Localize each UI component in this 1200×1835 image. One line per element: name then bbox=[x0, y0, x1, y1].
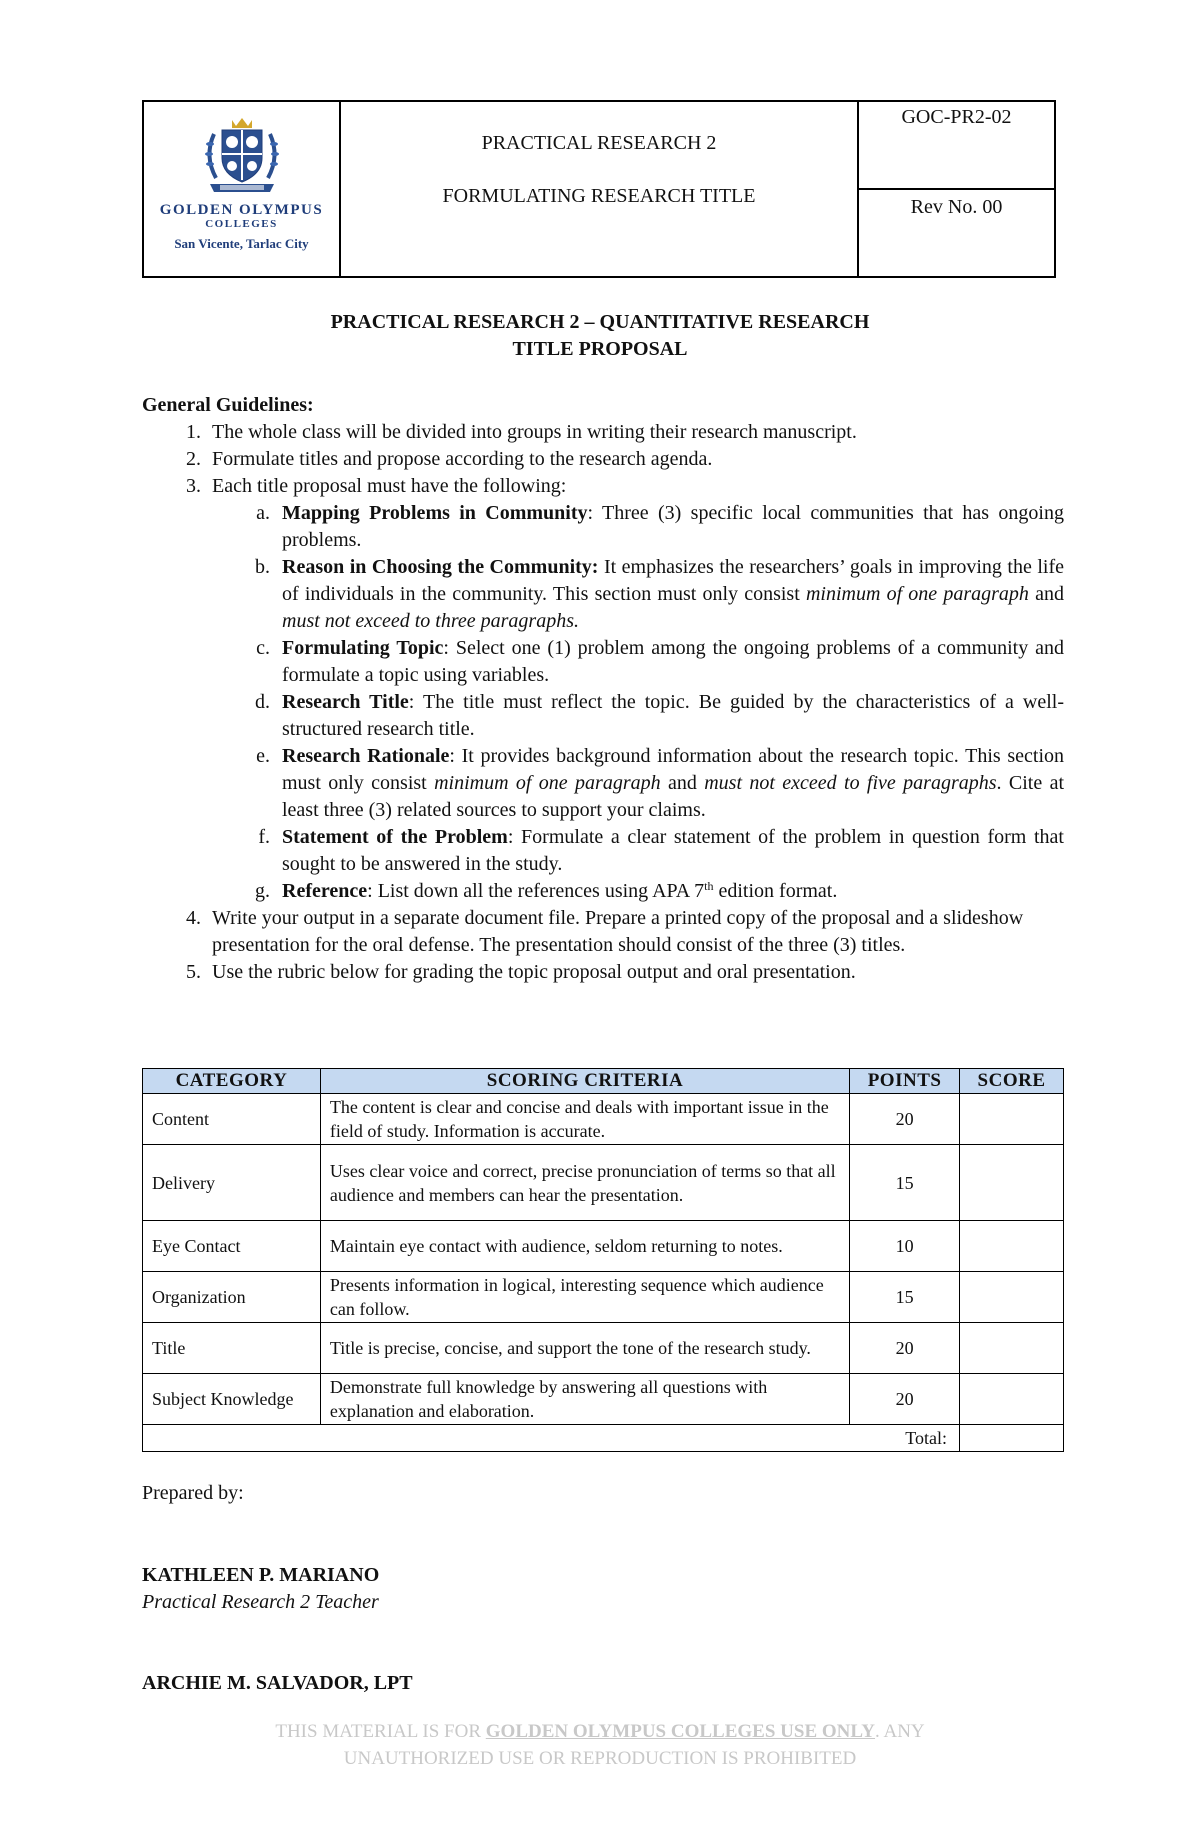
criteria-cell: Title is precise, concise, and support the tone of the research study. bbox=[320, 1323, 849, 1374]
list-number: 2. bbox=[186, 448, 201, 470]
category-cell: Eye Contact bbox=[143, 1221, 321, 1272]
reviewer-name: ARCHIE M. SALVADOR, LPT bbox=[142, 1672, 413, 1694]
sub-list-body: : Three (3) specific local communities that has ongoing problems. bbox=[282, 502, 1064, 551]
document-title-line1: PRACTICAL RESEARCH 2 – QUANTITATIVE RESEARCH bbox=[330, 311, 870, 333]
sub-list-label: Research Rationale bbox=[282, 745, 450, 767]
list-item bbox=[142, 473, 1064, 500]
sub-list-body: : The title must reflect the topic. Be guided by the characteristics of a well-structured research title. bbox=[282, 691, 1064, 740]
rubric-header-row bbox=[143, 1069, 1064, 1094]
sub-list-body: and bbox=[1028, 583, 1064, 605]
sub-list-body: : Formulate a clear statement of the problem in question form that sought to be answered in the study. bbox=[282, 826, 1064, 875]
table-row bbox=[143, 1094, 1064, 1145]
sub-list-letter: e. bbox=[256, 745, 270, 767]
document-title-line2: TITLE PROPOSAL bbox=[512, 338, 688, 360]
list-number: 5. bbox=[186, 961, 201, 983]
sub-list-item bbox=[142, 689, 1064, 743]
sub-list-item bbox=[142, 824, 1064, 878]
sub-list-label: Statement of the Problem bbox=[282, 826, 508, 848]
list-item bbox=[142, 905, 1064, 959]
sub-list-body: and bbox=[660, 772, 705, 794]
sub-list-label: Mapping Problems in Community bbox=[282, 502, 588, 524]
list-text: Write your output in a separate document file. Prepare a printed copy of the proposal and a slideshow presentation for the oral defense. The presentation should consist of the three (3) titles. bbox=[212, 907, 1024, 956]
sub-list-item bbox=[142, 743, 1064, 824]
footer-notice bbox=[0, 1718, 1200, 1772]
footer-text: THIS MATERIAL IS FOR bbox=[275, 1721, 486, 1742]
list-text: Use the rubric below for grading the topic proposal output and oral presentation. bbox=[212, 961, 856, 983]
header-info-cell bbox=[859, 102, 1054, 276]
sub-list-body: : Select one (1) problem among the ongoing problems of a community and formulate a topic using variables. bbox=[282, 637, 1064, 686]
points-cell: 10 bbox=[850, 1221, 960, 1272]
points-cell: 15 bbox=[850, 1272, 960, 1323]
sub-list-body: : List down all the references using APA 7 bbox=[367, 880, 705, 902]
criteria-cell: Presents information in logical, interesting sequence which audience can follow. bbox=[320, 1272, 849, 1323]
document-code: GOC-PR2-02 bbox=[859, 102, 1054, 190]
sub-list-item bbox=[142, 878, 1064, 905]
header-title-line1: PRACTICAL RESEARCH 2 bbox=[481, 132, 717, 154]
preparer-role: Practical Research 2 Teacher bbox=[142, 1591, 379, 1613]
column-header: SCORE bbox=[960, 1069, 1064, 1094]
revision-number: Rev No. 00 bbox=[910, 196, 1003, 218]
sub-list-text bbox=[282, 878, 1064, 905]
list-number: 4. bbox=[186, 907, 201, 929]
criteria-cell: Uses clear voice and correct, precise pronunciation of terms so that all audience and members can hear the presentation. bbox=[320, 1145, 849, 1221]
criteria-cell: Maintain eye contact with audience, seldom returning to notes. bbox=[320, 1221, 849, 1272]
logo-place: San Vicente, Tarlac City bbox=[174, 236, 309, 251]
footer-line2: UNAUTHORIZED USE OR REPRODUCTION IS PROHIBITED bbox=[343, 1748, 857, 1769]
total-score-cell[interactable] bbox=[960, 1425, 1064, 1452]
column-header: POINTS bbox=[850, 1069, 960, 1094]
category-cell: Delivery bbox=[143, 1145, 321, 1221]
sub-list-letter: d. bbox=[255, 691, 270, 713]
list-item bbox=[142, 446, 1064, 473]
sub-list-letter: c. bbox=[256, 637, 270, 659]
sub-list-body: . Cite at least three (3) related sources to support your claims. bbox=[282, 772, 1064, 821]
sub-list-label: Reference bbox=[282, 880, 368, 902]
sub-list-label: Reason in Choosing the Community: bbox=[282, 556, 599, 578]
list-item bbox=[142, 419, 1064, 446]
sub-list-body: : It provides background information about the research topic. This section must only consist bbox=[282, 745, 1064, 794]
crest-icon bbox=[200, 114, 284, 198]
sub-list-text bbox=[282, 554, 1064, 635]
sub-list-label: Research Title bbox=[282, 691, 409, 713]
sub-list-text bbox=[282, 635, 1064, 689]
sub-list-letter: f. bbox=[258, 826, 270, 848]
logo-name: GOLDEN OLYMPUS bbox=[159, 202, 324, 218]
sub-list-body: edition format. bbox=[713, 880, 838, 902]
category-cell: Subject Knowledge bbox=[143, 1374, 321, 1425]
score-cell[interactable] bbox=[960, 1323, 1064, 1374]
score-cell[interactable] bbox=[960, 1094, 1064, 1145]
sub-list-letter: a. bbox=[256, 502, 270, 524]
total-row bbox=[143, 1425, 1064, 1452]
points-cell: 15 bbox=[850, 1145, 960, 1221]
sub-list-italic: must not exceed to five paragraphs bbox=[704, 772, 997, 794]
list-number: 1. bbox=[186, 421, 201, 443]
sub-list-label: Formulating Topic bbox=[282, 637, 444, 659]
score-cell[interactable] bbox=[960, 1221, 1064, 1272]
footer-line1 bbox=[0, 1718, 1200, 1745]
sub-list-letter: b. bbox=[255, 556, 270, 578]
guidelines-heading: General Guidelines: bbox=[142, 394, 314, 416]
table-row bbox=[143, 1145, 1064, 1221]
sub-list-item bbox=[142, 554, 1064, 635]
preparer-name: KATHLEEN P. MARIANO bbox=[142, 1564, 380, 1586]
table-row bbox=[143, 1221, 1064, 1272]
sub-list-italic: minimum of one paragraph bbox=[805, 583, 1029, 605]
points-cell: 20 bbox=[850, 1094, 960, 1145]
score-cell[interactable] bbox=[960, 1374, 1064, 1425]
college-logo bbox=[144, 102, 341, 276]
footer-text: . ANY bbox=[875, 1721, 925, 1742]
list-text: Each title proposal must have the following: bbox=[212, 475, 567, 497]
column-header: SCORING CRITERIA bbox=[320, 1069, 849, 1094]
table-row bbox=[143, 1272, 1064, 1323]
table-row bbox=[143, 1374, 1064, 1425]
list-text: The whole class will be divided into groups in writing their research manuscript. bbox=[212, 421, 857, 443]
list-text: Formulate titles and propose according to the research agenda. bbox=[212, 448, 713, 470]
general-guidelines bbox=[142, 392, 1064, 986]
score-cell[interactable] bbox=[960, 1145, 1064, 1221]
sub-list-letter: g. bbox=[255, 880, 270, 902]
superscript: th bbox=[704, 879, 714, 893]
column-header: CATEGORY bbox=[143, 1069, 321, 1094]
list-number: 3. bbox=[186, 475, 201, 497]
sub-list-italic: minimum of one paragraph bbox=[434, 772, 661, 794]
list-item bbox=[142, 959, 1064, 986]
table-row bbox=[143, 1323, 1064, 1374]
sub-list-text bbox=[282, 689, 1064, 743]
sub-list-text bbox=[282, 824, 1064, 878]
sub-list-text bbox=[282, 500, 1064, 554]
total-label: Total: bbox=[143, 1425, 960, 1452]
rubric-table bbox=[142, 1068, 1064, 1452]
sub-list-italic: must not exceed to three paragraphs. bbox=[282, 610, 579, 632]
points-cell: 20 bbox=[850, 1323, 960, 1374]
footer-underlined: GOLDEN OLYMPUS COLLEGES USE ONLY bbox=[485, 1721, 876, 1742]
criteria-cell: The content is clear and concise and deals with important issue in the field of study. Information is accurate. bbox=[320, 1094, 849, 1145]
sub-list-item bbox=[142, 500, 1064, 554]
sub-list-body: It emphasizes the researchers’ goals in improving the life of individuals in the community. This section must only consist bbox=[282, 556, 1064, 605]
category-cell: Content bbox=[143, 1094, 321, 1145]
score-cell[interactable] bbox=[960, 1272, 1064, 1323]
sub-list-text bbox=[282, 743, 1064, 824]
header-title-line2: FORMULATING RESEARCH TITLE bbox=[442, 185, 756, 207]
criteria-cell: Demonstrate full knowledge by answering all questions with explanation and elaboration. bbox=[320, 1374, 849, 1425]
header-table bbox=[142, 100, 1056, 278]
header-title-cell bbox=[341, 102, 859, 276]
sub-list-item bbox=[142, 635, 1064, 689]
points-cell: 20 bbox=[850, 1374, 960, 1425]
logo-sub: COLLEGES bbox=[205, 218, 278, 230]
category-cell: Title bbox=[143, 1323, 321, 1374]
category-cell: Organization bbox=[143, 1272, 321, 1323]
prepared-by-label: Prepared by: bbox=[142, 1482, 244, 1504]
